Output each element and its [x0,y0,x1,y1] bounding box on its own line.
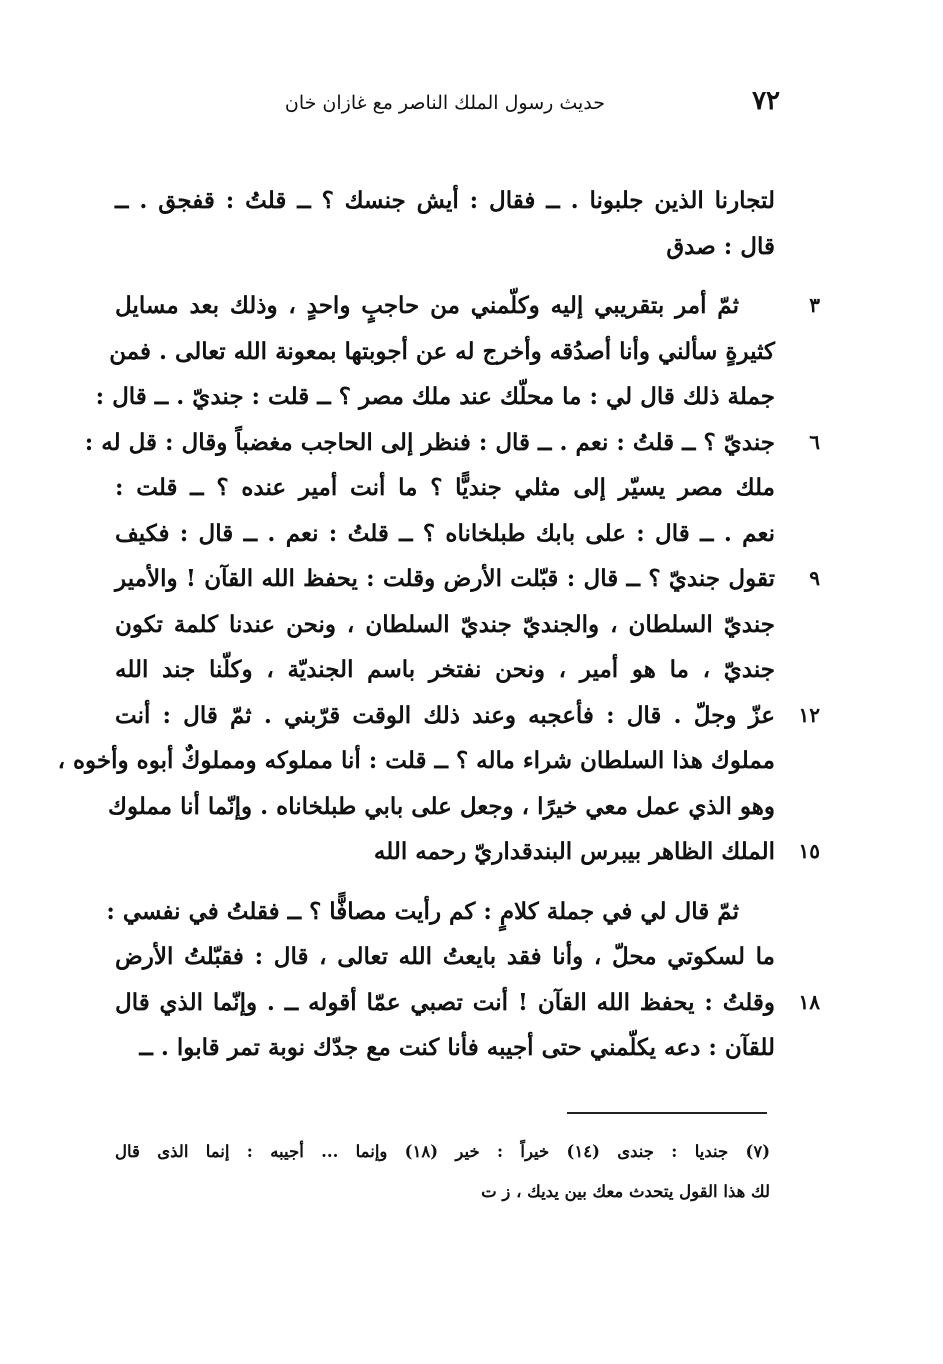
text-line: مملوك هذا السلطان شراء ماله ؟ ــ قلت : أنا مملوكه ومملوكٌ أبوه وأخوه ، [57,747,775,774]
page-header [280,86,780,126]
text-line: جنديّ ، ما هو أمير ، ونحن نفتخر باسم الجنديّة ، وكلّنا جند الله [115,656,775,683]
text-line: ملك مصر يسيّر إلى مثلي جنديًّا ؟ ما أنت أمير عنده ؟ ــ قلت : [115,474,775,501]
text-line: ثمّ قال لي في جملة كلامٍ : كم رأيت مصافًّا ؟ ــ فقلتُ في نفسي : [106,897,739,925]
text-line: جملة ذلك قال لي : ما محلّك عند ملك مصر ؟ ــ قلت : جنديّ . ــ قال : [95,383,775,410]
line-number: ٦ [809,429,820,454]
body-text [57,178,820,1071]
text-line: لتجارنا الذين جلبونا . ــ فقال : أيش جنسك ؟ ــ قلتُ : قفجق . ــ [115,187,775,214]
line-number: ٣ [809,293,820,317]
line-number: ١٨ [798,989,820,1014]
text-line: كثيرةٍ سألني وأنا أصدُقه وأخرج له عن أجوبتها بمعونة الله تعالى . فمن [109,337,775,365]
footnotes [115,1132,770,1212]
text-line: وهو الذي عمل معي خيرًا ، وجعل على بابي طبلخاناه . وإنّما أنا مملوك [108,792,775,820]
text-line: ٦ جنديّ ؟ ــ قلتُ : نعم . ــ قال : فنظر إلى الحاجب مغضباً وقال : قل له : [115,420,775,466]
line-number: ١٥ [798,839,820,863]
text-line: للقآن : دعه يكلّمني حتى أجيبه فأنا كنت مع جدّك نوبة تمر قابوا . ــ [139,1034,775,1061]
running-title: حديث رسول الملك الناصر مع غازان خان [284,92,605,114]
text-line: جنديّ السلطان ، والجنديّ جنديّ السلطان ، ونحن عندنا كلمة تكون [115,610,775,638]
line-number: ١٢ [798,702,820,727]
text-line: ٣ ثمّ أمر بتقريبي إليه وكلّمني من حاجبٍ واحدٍ ، وذلك بعد مسايل [115,283,775,329]
text-line: ٩ تقول جنديّ ؟ ــ قال : قبّلت الأرض وقلت : يحفظ الله القآن ! والأمير [115,556,775,602]
text-line: ١٢ عزّ وجلّ . قال : فأعجبه وعند ذلك الوقت قرّبني . ثمّ قال : أنت [115,693,775,739]
text-line: ١٨ وقلتُ : يحفظ الله القآن ! أنت تصبي عمّا أقوله ــ . وإنّما الذي قال [115,980,775,1026]
text-line: نعم . ــ قال : على بابك طبلخاناه ؟ ــ قلتُ : نعم . ــ قال : فكيف [115,519,775,547]
line-number: ٩ [809,566,820,590]
footnote-line: لك هذا القول يتحدث معك بين يديك ، ز ت [481,1182,770,1201]
footnote-separator [567,1112,767,1114]
text-line: ١٥ الملك الظاهر بيبرس البندقداريّ رحمه الله [115,829,775,875]
text-line: ما لسكوتي محلّ ، وأنا فقد بايعتُ الله تعالى ، قال : فقبّلتُ الأرض [115,943,775,970]
page-number: ٧٢ [752,86,780,116]
text-line: قال : صدق [666,232,775,260]
footnote-line: (٧) جنديا : جندى (١٤) خيراً : خير (١٨) وإنما ... أجيبه : إنما الذى قال [115,1142,770,1161]
